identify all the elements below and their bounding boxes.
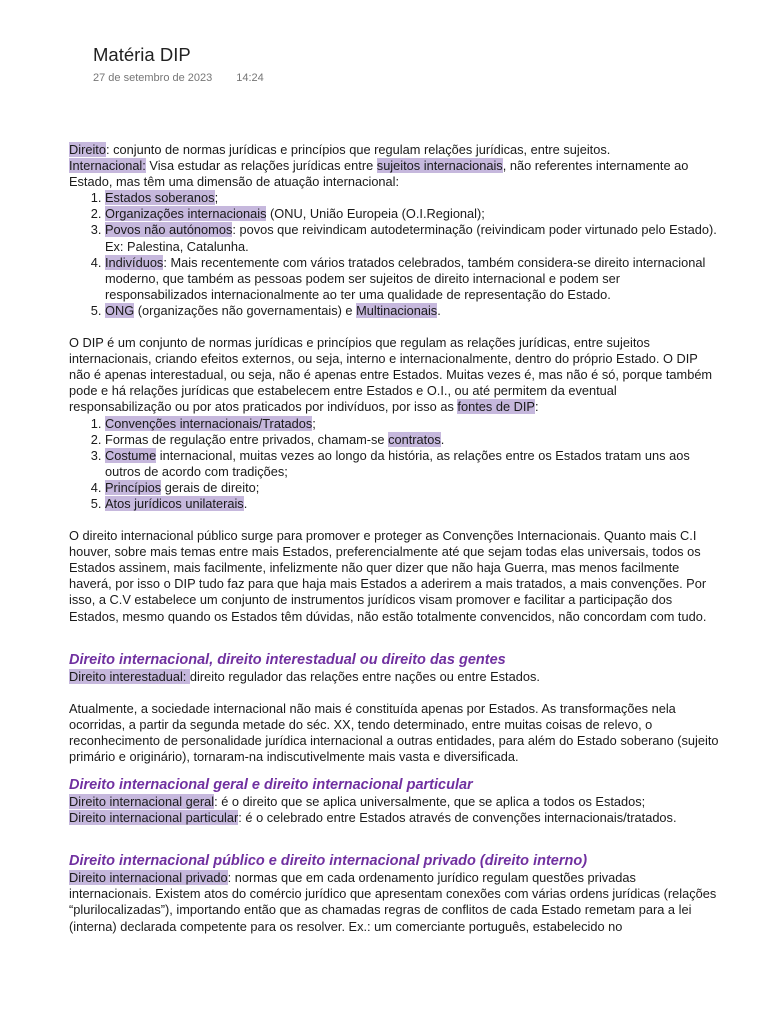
highlight: fontes de DIP: [457, 399, 535, 415]
list-item: 5. Atos jurídicos unilaterais.: [105, 496, 719, 512]
list-item: 2. Formas de regulação entre privados, chamam-se contratos.: [105, 432, 719, 448]
paragraph-definition-internacional: Internacional: Visa estudar as relações jurídicas entre sujeitos internacionais, não referentes internamente ao Estado, mas têm uma dimensão de atuação internacional:: [69, 158, 689, 190]
sources-list: [69, 416, 719, 513]
list-item: 1. Estados soberanos;: [105, 190, 719, 206]
subjects-list: [69, 190, 719, 319]
page-title[interactable]: Matéria DIP: [93, 44, 191, 65]
list-item: 5. ONG (organizações não governamentais) e Multinacionais.: [105, 303, 719, 319]
paragraph-particular: Direito internacional particular: é o celebrado entre Estados através de convenções internacionais/tratados.: [69, 810, 677, 826]
paragraph-privado: Direito internacional privado: normas que em cada ordenamento jurídico regulam questões privadas internacionais. Existem atos do comércio jurídico que apresentam conexões com várias ordens jurídicas (relações “plurilocalizadas”), importando então que as chamadas regras de conflitos de cada Estado remetam para a lei (interna) declarada competente para os resolver. Ex.: um comerciante português, estabelecido no: [69, 870, 717, 934]
paragraph-dip: O DIP é um conjunto de normas jurídicas e princípios que regulam as relações jurídicas, entre sujeitos internacionais, criando efeitos externos, ou seja, interno e internacionalmente, dentro do próprio Estado. O DIP não é apenas interestadual, ou seja, não é apenas entre Estados. Muitas vezes é, mas não é só, porque também pode e há relações jurídicas que estabelecem entre Estados e O.I., ou até permitem da eventual responsabilização ou por atos praticados por indivíduos, por isso as fontes de DIP:: [69, 335, 713, 415]
paragraph-geral: Direito internacional geral: é o direito que se aplica universalmente, que se aplica a todos os Estados;: [69, 794, 646, 810]
page-time: 14:24: [236, 72, 264, 84]
paragraph-definition-direito: Direito: conjunto de normas jurídicas e princípios que regulam relações jurídicas, entre sujeitos.: [69, 142, 611, 157]
note-body[interactable]: [69, 142, 719, 935]
page-date: 27 de setembro de 2023: [93, 72, 213, 84]
list-item: 3. Povos não autónomos: povos que reivindicam autodeterminação (reivindicam poder virtunado pelo Estado). Ex: Palestina, Catalunha.: [105, 222, 719, 254]
highlight: Direito internacional particular: [69, 810, 239, 826]
list-item: 3. Costume internacional, muitas vezes ao longo da história, as relações entre os Estados tratam uns aos outros de acordo com tradições;: [105, 448, 719, 480]
paragraph-interestadual: Direito interestadual: direito regulador das relações entre nações ou entre Estados.: [69, 668, 540, 684]
highlight: Direito internacional privado: [69, 870, 228, 886]
section-heading: Direito internacional, direito interestadual ou direito das gentes: [69, 651, 506, 668]
highlight: Direito: [69, 142, 106, 157]
section-heading: Direito internacional público e direito internacional privado (direito interno): [69, 853, 588, 870]
list-item: 4. Indivíduos: Mais recentemente com vários tratados celebrados, também considera-se direito internacional moderno, que também as pessoas podem ser sujeitos de direito internacional e podem ser responsabilizados internacionalmente ao ter uma qualidade de representação do Estado.: [105, 255, 719, 303]
paragraph-dip-public: O direito internacional público surge para promover e proteger as Convenções Internacionais. Quanto mais C.I houver, sobre mais temas entre mais Estados, preferencialmente até que sejam todas elas universais, todos os Estados assinem, mais facilmente, infelizmente não quer dizer que não haja Guerra, mas menos facilmente haverá, por isso o DIP tudo faz para que haja mais Estados a aderirem a mais tratados, a mais convenções. Por isso, a C.V estabelece um conjunto de instrumentos jurídicos visam promover e facilitar a participação dos Estados, mesmo quando os Estados têm dúvidas, não estão totalmente convencidos, não concordam com tudo.: [69, 528, 707, 624]
highlight: sujeitos internacionais: [376, 158, 503, 174]
list-item: 2. Organizações internacionais (ONU, União Europeia (O.I.Regional);: [105, 206, 719, 222]
list-item: 1. Convenções internacionais/Tratados;: [105, 416, 719, 432]
list-item: 4. Princípios gerais de direito;: [105, 480, 719, 496]
section-heading: Direito internacional geral e direito internacional particular: [69, 777, 473, 794]
highlight: Direito interestadual:: [69, 668, 190, 684]
paragraph-sociedade: Atualmente, a sociedade internacional não mais é constituída apenas por Estados. As transformações nela ocorridas, a partir da segunda metade do séc. XX, tendo determinado, entre muitas coisas de relevo, o reconhecimento de personalidade jurídica internacional a outras entidades, para além do Estado soberano (sujeito primário e originário), tornaram-na indiscutivelmente mais vasta e diversificada.: [69, 700, 719, 764]
highlight: Direito internacional geral: [69, 794, 215, 810]
page-meta: [93, 72, 264, 84]
highlight: Internacional:: [69, 158, 146, 174]
